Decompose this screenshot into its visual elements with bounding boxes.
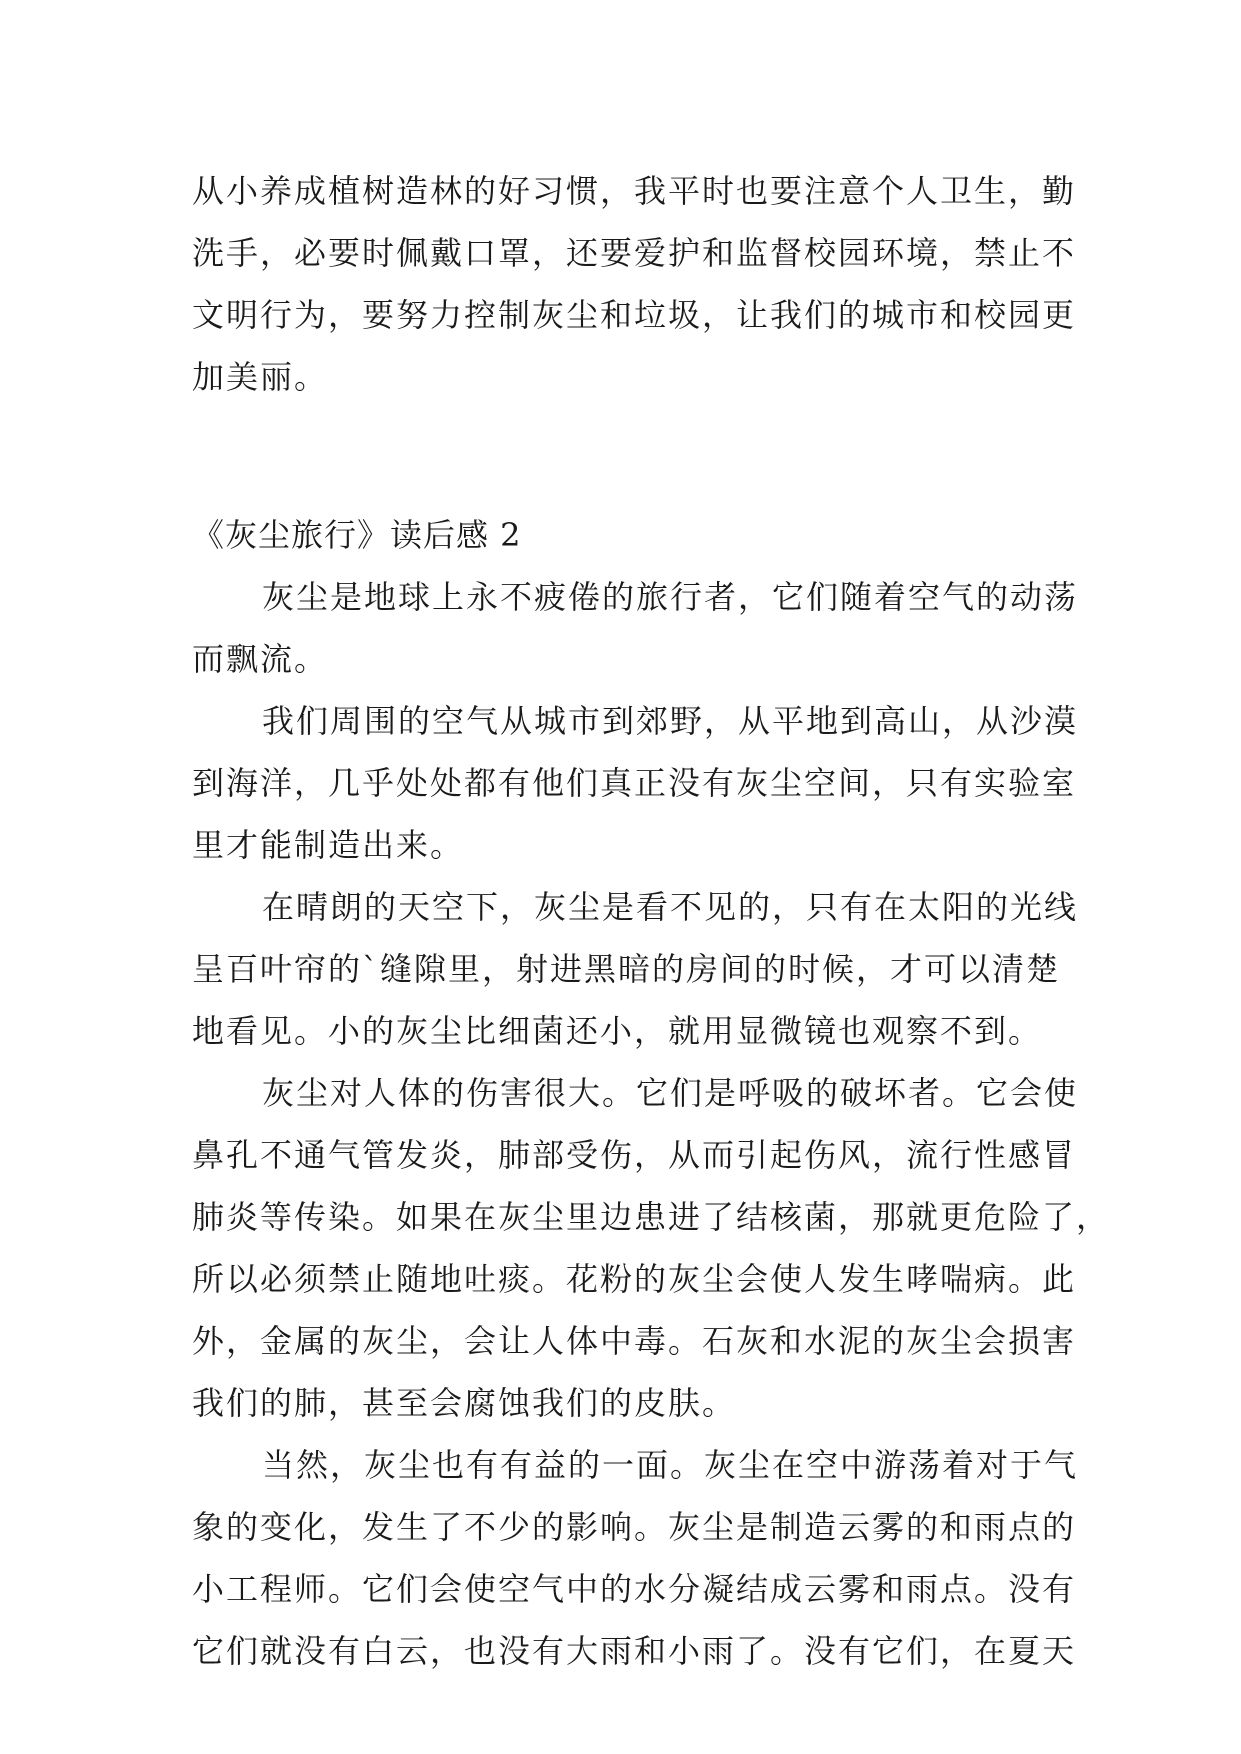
text-line: 到海洋，几乎处处都有他们真正没有灰尘空间，只有实验室 <box>192 764 1077 802</box>
text-line: 灰尘是地球上永不疲倦的旅行者，它们随着空气的动荡 <box>262 578 1079 616</box>
text-line: 它们就没有白云，也没有大雨和小雨了。没有它们，在夏天 <box>192 1632 1077 1670</box>
document-body <box>192 160 1111 1682</box>
text-line: 我们周围的空气从城市到郊野，从平地到高山，从沙漠 <box>262 702 1079 740</box>
paragraph <box>192 1062 1111 1434</box>
paragraph-continued <box>192 160 1077 408</box>
text-line: 象的变化，发生了不少的影响。灰尘是制造云雾的和雨点的 <box>192 1508 1077 1546</box>
section-heading: 《灰尘旅行》读后感 2 <box>192 516 522 554</box>
text-line: 文明行为，要努力控制灰尘和垃圾，让我们的城市和校园更 <box>192 296 1077 334</box>
text-line: 里才能制造出来。 <box>192 826 465 864</box>
section-gap <box>192 408 1052 504</box>
text-line: 呈百叶帘的`缝隙里，射进黑暗的房间的时候，才可以清楚 <box>192 950 1061 988</box>
text-line: 洗手，必要时佩戴口罩，还要爱护和监督校园环境，禁止不 <box>192 234 1077 272</box>
text-line: 外，金属的灰尘，会让人体中毒。石灰和水泥的灰尘会损害 <box>192 1322 1077 1360</box>
text-line: 而飘流。 <box>192 640 329 678</box>
text-line: 小工程师。它们会使空气中的水分凝结成云雾和雨点。没有 <box>192 1570 1077 1608</box>
text-line: 加美丽。 <box>192 358 329 396</box>
text-line: 在晴朗的天空下，灰尘是看不见的，只有在太阳的光线 <box>262 888 1079 926</box>
paragraph <box>192 1434 1079 1682</box>
paragraph <box>192 566 1079 690</box>
text-line: 灰尘对人体的伤害很大。它们是呼吸的破坏者。它会使 <box>262 1074 1079 1112</box>
text-line: 所以必须禁止随地吐痰。花粉的灰尘会使人发生哮喘病。此 <box>192 1260 1077 1298</box>
paragraph <box>192 876 1079 1062</box>
text-line: 我们的肺，甚至会腐蚀我们的皮肤。 <box>192 1384 737 1422</box>
text-line: 地看见。小的灰尘比细菌还小，就用显微镜也观察不到。 <box>192 1012 1043 1050</box>
paragraph <box>192 690 1079 876</box>
text-line: 从小养成植树造林的好习惯，我平时也要注意个人卫生，勤 <box>192 172 1077 210</box>
text-line: 肺炎等传染。如果在灰尘里边患进了结核菌，那就更危险了， <box>192 1198 1111 1236</box>
text-line: 鼻孔不通气管发炎，肺部受伤，从而引起伤风，流行性感冒 <box>192 1136 1077 1174</box>
text-line: 当然，灰尘也有有益的一面。灰尘在空中游荡着对于气 <box>262 1446 1079 1484</box>
